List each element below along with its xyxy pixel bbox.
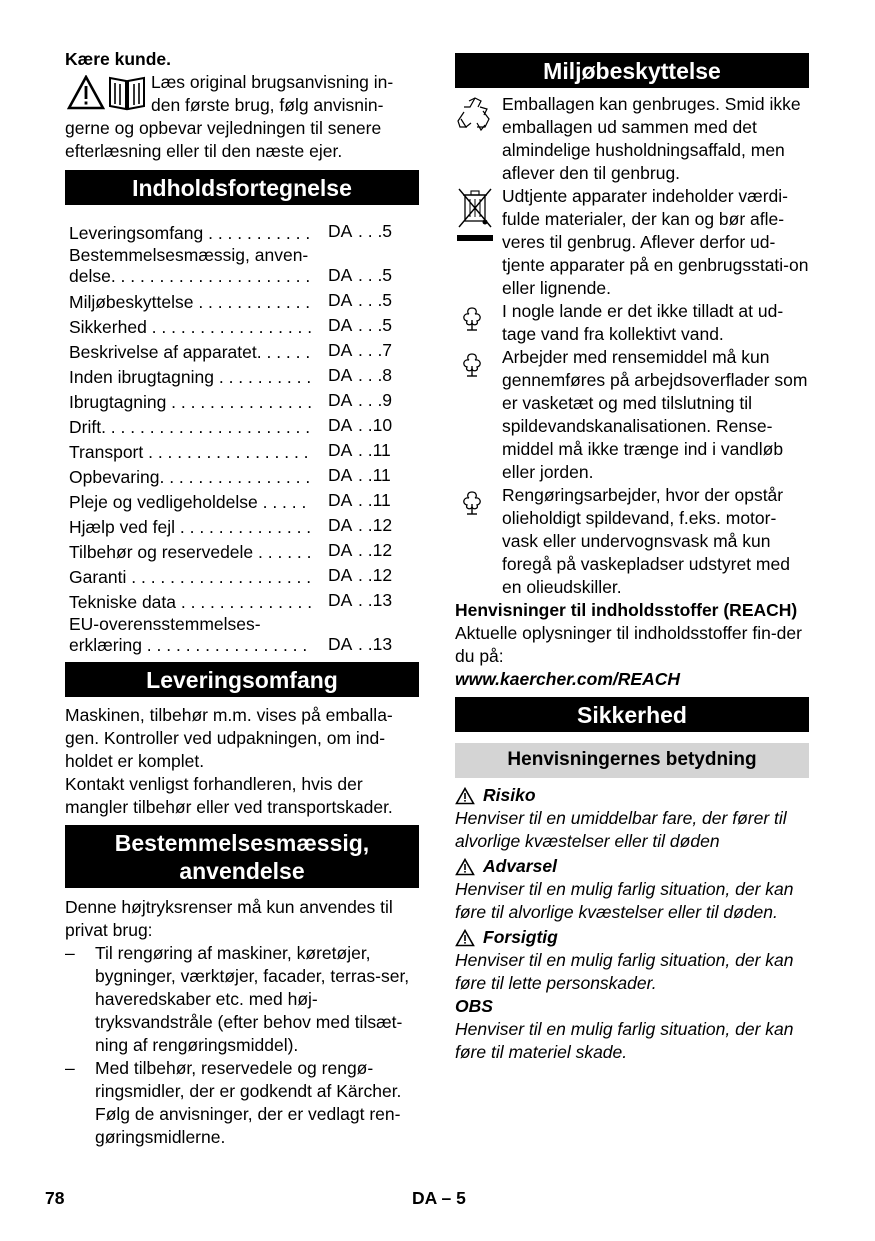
environment-rows [455,93,809,599]
environment-row [455,484,809,599]
toc-entry-title-line1: Transport . . . . . . . . . . . . . . . . . [69,442,309,462]
safety-item [455,995,809,1064]
list-item [65,942,419,1057]
toc-entry-title [69,492,328,512]
intro-text-1: Læs original brugsanvisning in- [151,72,394,92]
intro-icons [65,71,149,113]
safety-item [455,855,809,924]
toc-entry-title [69,392,328,412]
safety-subheading: Henvisningernes betydning [455,743,809,778]
toc-entry-page: . . .5 [358,265,393,285]
warning-triangle-icon [455,858,475,876]
toc-entry-title-line1: Sikkerhed . . . . . . . . . . . . . . . . . [69,317,313,337]
environment-row [455,185,809,300]
toc-entry[interactable] [69,243,419,287]
safety-item-label: OBS [455,996,493,1016]
toc-entry-language: DA [328,565,353,585]
toc-entry-language: DA [328,490,353,510]
safety-item-label: Forsigtig [483,927,558,947]
toc-entry-title-line1: Ibrugtagning . . . . . . . . . . . . . . . [69,392,313,412]
toc-entry-page: . .11 [358,440,391,460]
intended-use-heading-line2: anvendelse [179,858,305,884]
reach-text: Aktuelle oplysninger til indholdsstoffer fin-der du på: [455,623,802,666]
toc-entry-title-line1: Tilbehør og reservedele . . . . . . [69,542,312,562]
toc-entry-title [69,317,328,337]
toc-entry-page: . . .8 [358,365,393,385]
safety-item-heading [455,995,809,1018]
toc-entry-title [69,342,328,362]
safety-item-heading [455,926,809,949]
safety-item-heading [455,855,809,878]
toc-entry-title-line1: Opbevaring. . . . . . . . . . . . . . . . [69,467,311,487]
intro-text-4: efterlæsning eller til den næste ejer. [65,141,343,161]
toc-entry-page: . .12 [358,540,393,560]
delivery-heading: Leveringsomfang [65,662,419,697]
toc-entry-page: . .13 [358,634,393,654]
toc-entry-language: DA [328,390,353,410]
toc-entry-page: . .13 [358,590,393,610]
recycle-icon [455,95,495,135]
safety-item-text: Henviser til en mulig farlig situation, der kan føre til alvorlige kvæstelser eller til døden. [455,879,794,922]
toc-entry-title [69,467,328,487]
reach-heading: Henvisninger til indholdsstoffer (REACH) [455,600,798,620]
toc-entry-page: . . .7 [358,340,393,360]
toc-entry-page: . .12 [358,515,393,535]
toc-entry-title [69,367,328,387]
list-dash: – [65,1058,75,1078]
safety-item-label: Advarsel [483,856,557,876]
toc-entry-language: DA [328,590,353,610]
toc-entry-title-line1: Garanti . . . . . . . . . . . . . . . . . . . [69,567,312,587]
toc-entry-title-line1: Bestemmelsesmæssig, anven- [69,245,309,265]
toc-entry-page: . . .5 [358,315,393,335]
intended-use-heading [65,825,419,888]
environment-text: Emballagen kan genbruges. Smid ikke emballagen ud sammen med det almindelige husholdningsaffald, men aflever den til genbrug. [502,94,801,183]
environment-text: Arbejder med rensemiddel må kun gennemføres på arbejdsoverflader som er vasketæt og med tilslutning til spildevandskanalisationen. Rense-middel må ikke trænge ind i vandløb eller jorden. [502,347,808,482]
environment-row [455,93,809,185]
toc-entry-title-line2: delse. . . . . . . . . . . . . . . . . . . . . [69,266,311,286]
safety-item-text: Henviser til en mulig farlig situation, der kan føre til materiel skade. [455,1019,794,1062]
environment-row [455,346,809,484]
right-column [455,48,809,1064]
toc-entry-title-line1: Miljøbeskyttelse . . . . . . . . . . . . [69,292,311,312]
toc-entry[interactable] [69,587,419,612]
safety-item-heading [455,784,809,807]
toc-entry-language: DA [328,365,353,385]
safety-item-text: Henviser til en umiddelbar fare, der fører til alvorlige kvæstelser eller til døden [455,808,787,851]
toc-entry-title-line1: Beskrivelse af apparatet. . . . . . [69,342,311,362]
list-item-text: Med tilbehør, reservedele og rengø-ringsmidler, der er godkendt af Kärcher. Følg de anvisninger, der er vedlagt ren-gøringsmidlerne. [95,1058,402,1147]
environment-heading: Miljøbeskyttelse [455,53,809,88]
section-page-number: DA – 5 [412,1188,466,1208]
manual-book-icon [107,75,147,111]
environment-text: I nogle lande er det ikke tilladt at ud-tage vand fra kollektivt vand. [502,301,784,344]
toc-entry-title [69,614,328,656]
safety-item [455,784,809,853]
toc-entry[interactable] [69,287,419,312]
toc-entry-page: . .10 [358,415,393,435]
reach-link[interactable]: www.kaercher.com/REACH [455,669,680,689]
safety-item [455,926,809,995]
toc-entry-title [69,417,328,437]
crossed-bin-icon [455,187,495,247]
warning-triangle-icon [67,75,105,111]
toc-entry-page: . . .9 [358,390,393,410]
toc-entry-title-line1: Pleje og vedligeholdelse . . . . . [69,492,307,512]
toc-entry-language: DA [328,415,353,435]
safety-heading: Sikkerhed [455,697,809,732]
delivery-paragraph-1: Maskinen, tilbehør m.m. vises på emballa-gen. Kontroller ved udpakningen, om ind-holdet er komplet. [65,705,393,771]
toc-entry-language: DA [328,540,353,560]
toc-entry[interactable] [69,437,419,462]
toc-entry[interactable] [69,612,419,656]
toc-entry-title [69,223,328,243]
table-of-contents [69,218,419,656]
toc-entry[interactable] [69,337,419,362]
toc-entry-language: DA [328,634,353,654]
safety-item-label: Risiko [483,785,536,805]
list-item [65,1057,419,1149]
toc-entry-title [69,442,328,462]
toc-entry[interactable] [69,512,419,537]
toc-entry-title-line1: Inden ibrugtagning . . . . . . . . . . [69,367,312,387]
toc-entry-language: DA [328,290,353,310]
safety-items [455,784,809,1064]
toc-entry[interactable] [69,312,419,337]
intro-text-3: gerne og opbevar vejledningen til senere [65,118,382,138]
toc-entry[interactable] [69,487,419,512]
safety-item-text: Henviser til en mulig farlig situation, der kan føre til lette personskader. [455,950,794,993]
left-column [65,48,419,1149]
list-dash: – [65,943,75,963]
toc-entry-page: . .12 [358,565,393,585]
toc-entry-page: . .11 [358,465,391,485]
toc-entry-language: DA [328,440,353,460]
list-item-text: Til rengøring af maskiner, køretøjer, bygninger, værktøjer, facader, terras-ser, haveredskaber etc. med høj-tryksvandstråle (efter behov med tilsæt-ning af rengøringsmiddel). [95,943,410,1055]
greeting: Kære kunde. [65,49,171,69]
warning-triangle-icon [455,929,475,947]
toc-entry[interactable] [69,537,419,562]
toc-entry-title [69,292,328,312]
warning-triangle-icon [455,787,475,805]
environment-row [455,300,809,346]
toc-entry[interactable] [69,562,419,587]
toc-entry-title-line1: Hjælp ved fejl . . . . . . . . . . . . . . [69,517,312,537]
toc-entry-page: . .11 [358,490,391,510]
toc-entry-title [69,542,328,562]
toc-entry-title [69,245,328,287]
environment-tree-icon [457,488,487,518]
intro-block [65,71,419,163]
toc-entry-title [69,517,328,537]
toc-entry[interactable] [69,218,419,243]
toc-entry-title-line1: Tekniske data . . . . . . . . . . . . . . [69,592,313,612]
toc-entry-language: DA [328,265,353,285]
intended-use-list [65,942,419,1149]
toc-entry[interactable] [69,462,419,487]
toc-entry-title-line2: erklæring . . . . . . . . . . . . . . . . . [69,635,308,655]
toc-entry-page: . . .5 [358,221,393,241]
toc-entry-language: DA [328,315,353,335]
toc-entry-title [69,567,328,587]
toc-entry-title-line1: Drift. . . . . . . . . . . . . . . . . . . . . . [69,417,311,437]
environment-text: Udtjente apparater indeholder værdi-fulde materialer, der kan og bør afle-veres til genbrug. Aflever derfor ud-tjente apparater på en genbrugsstati-on eller lignende. [502,186,809,298]
delivery-paragraph-2: Kontakt venligst forhandleren, hvis der mangler tilbehør eller ved transportskader. [65,774,393,817]
page-number: 78 [45,1188,65,1208]
toc-entry-language: DA [328,515,353,535]
environment-tree-icon [457,304,487,334]
toc-entry[interactable] [69,387,419,412]
intro-text-2: den første brug, følg anvisnin- [151,95,384,115]
toc-entry-language: DA [328,340,353,360]
toc-entry-title-line1: Leveringsomfang . . . . . . . . . . . [69,223,311,243]
toc-entry-title [69,592,328,612]
toc-heading: Indholdsfortegnelse [65,170,419,205]
environment-text: Rengøringsarbejder, hvor der opstår olieholdigt spildevand, f.eks. motor-vask eller undervognsvask må kun foregå på vaskepladser udstyret med en olieudskiller. [502,485,790,597]
intended-use-intro: Denne højtryksrenser må kun anvendes til privat brug: [65,897,393,940]
toc-entry-title-line1: EU-overensstemmelses- [69,614,261,634]
toc-entry-language: DA [328,465,353,485]
toc-entry-page: . . .5 [358,290,393,310]
toc-entry[interactable] [69,362,419,387]
environment-tree-icon [457,350,487,380]
toc-entry[interactable] [69,412,419,437]
intended-use-heading-line1: Bestemmelsesmæssig, [114,830,370,856]
toc-entry-language: DA [328,221,353,241]
